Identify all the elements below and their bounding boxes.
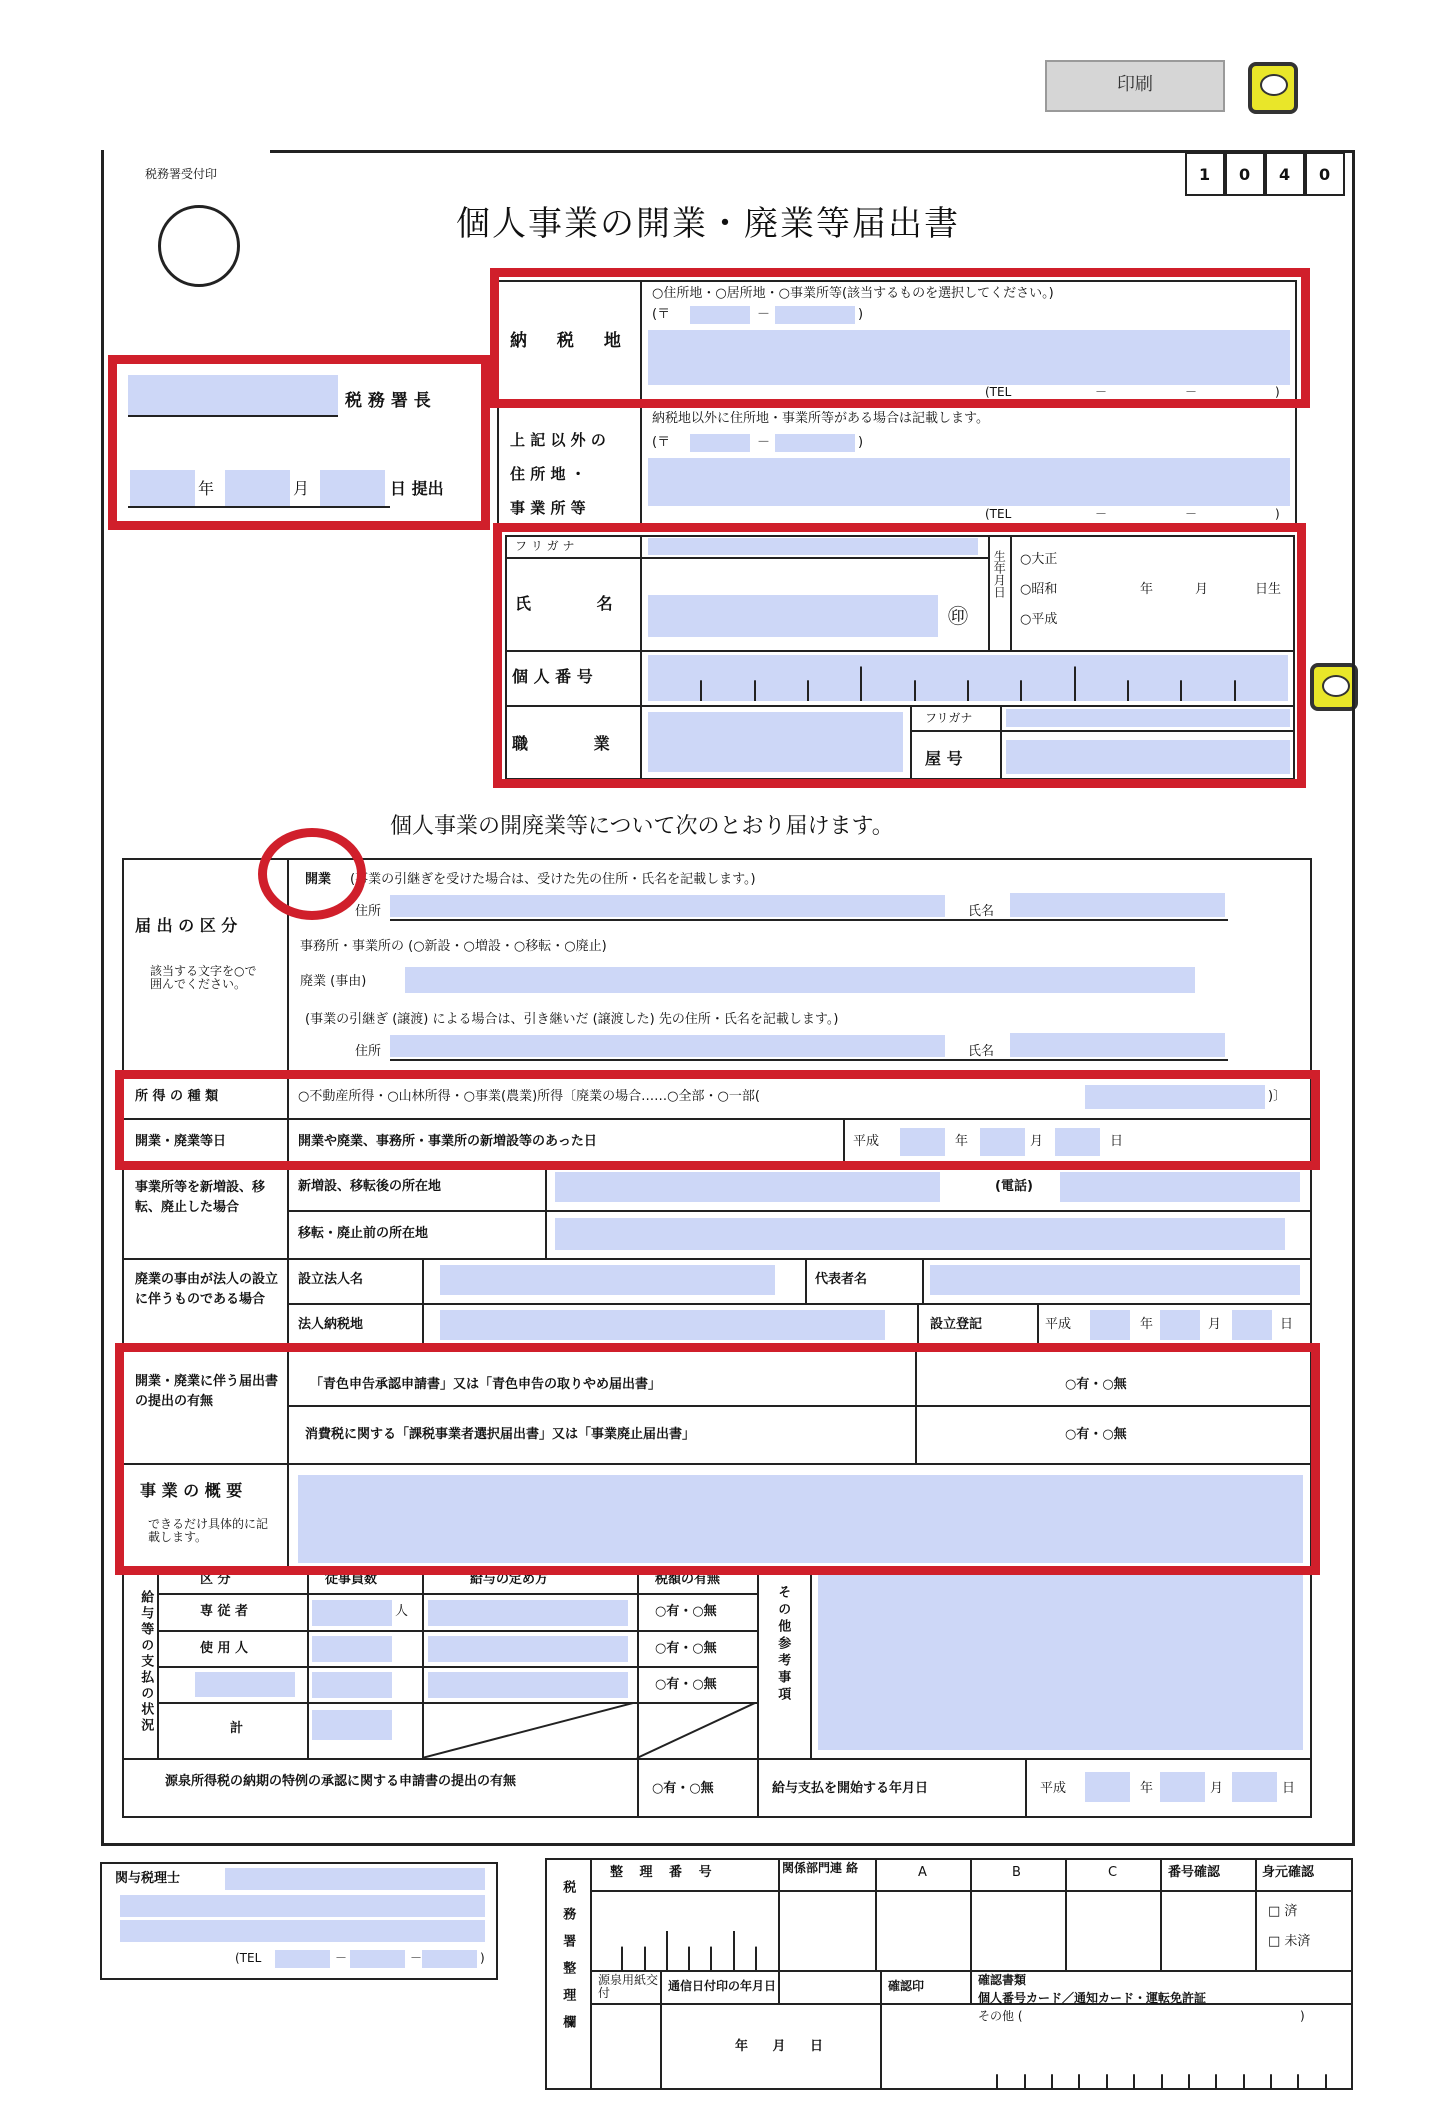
setup-day-label: 日 bbox=[1280, 1317, 1294, 1332]
kaigyo-name-input[interactable] bbox=[1010, 893, 1225, 917]
payroll-method-3[interactable] bbox=[428, 1672, 628, 1698]
preparer-line1[interactable] bbox=[225, 1868, 485, 1890]
payroll-row-total: 計 bbox=[230, 1721, 244, 1736]
other-postal-suffix: ) bbox=[858, 435, 864, 450]
handover-name-label: 氏名 bbox=[968, 1044, 995, 1059]
relocation-phone-input[interactable] bbox=[1060, 1172, 1300, 1202]
payroll-header-count: 従事員数 bbox=[325, 1572, 378, 1587]
payroll-tax-yesno-3[interactable]: ○有・○無 bbox=[655, 1677, 717, 1692]
submit-day-label: 日 提出 bbox=[390, 479, 444, 498]
office-docs-other-close: ) bbox=[1300, 2009, 1305, 2023]
office-docs-other: その他 ( bbox=[978, 2009, 1023, 2023]
other-address-label1: 上 記 以 外 の bbox=[510, 431, 606, 449]
haigyo-reason-input[interactable] bbox=[405, 967, 1195, 993]
other-phone-sep2: － bbox=[1185, 507, 1198, 521]
seal-mark: ㊞ bbox=[948, 604, 968, 628]
payroll-side-label: 給与等の支払の状況 bbox=[138, 1590, 154, 1734]
office-docs-list: 個人番号カード／通知カード・運転免許証 bbox=[978, 1991, 1207, 2005]
pay-year-input[interactable] bbox=[1085, 1772, 1130, 1802]
corporation-label: 廃業の事由が法人の設立に伴うものである場合 bbox=[135, 1272, 279, 1307]
handover-addr-label: 住所 bbox=[355, 1044, 382, 1059]
payroll-tax-yesno-1[interactable]: ○有・○無 bbox=[655, 1604, 717, 1619]
highlight-personal-info bbox=[493, 523, 1306, 788]
category-bracket-note: 該当する文字を○で囲んでください。 bbox=[150, 964, 257, 992]
other-address-label3: 事 業 所 等 bbox=[510, 499, 586, 517]
payroll-method-2[interactable] bbox=[428, 1636, 628, 1662]
relocation-old-addr-label: 移転・廃止前の所在地 bbox=[298, 1226, 429, 1241]
comment-icon-2[interactable] bbox=[1310, 663, 1358, 711]
payroll-total-diagonal bbox=[422, 1702, 757, 1758]
submit-year-label: 年 bbox=[198, 479, 215, 498]
era-heisei[interactable]: ○平成 bbox=[1020, 612, 1058, 627]
rep-input[interactable] bbox=[930, 1265, 1300, 1295]
taxplace-phone-sep2: － bbox=[1185, 385, 1198, 399]
payroll-header-tax: 税額の有無 bbox=[655, 1572, 721, 1587]
business-note: できるだけ具体的に記載します。 bbox=[148, 1517, 269, 1545]
income-close: )〕 bbox=[1268, 1089, 1287, 1104]
payroll-row-employee: 使 用 人 bbox=[200, 1641, 249, 1656]
handover-name-input[interactable] bbox=[1010, 1033, 1225, 1057]
preparer-tel1[interactable] bbox=[275, 1950, 330, 1968]
open-date-desc: 開業や廃業、事務所・事業所の新増設等のあった日 bbox=[298, 1134, 597, 1149]
trade-name-label: 屋 号 bbox=[925, 749, 963, 768]
office-header-id-check: 身元確認 bbox=[1262, 1865, 1315, 1880]
other-notes-label: その他参考事項 bbox=[775, 1585, 791, 1704]
preparer-tel-dash2: － bbox=[410, 1951, 423, 1965]
office-docs-label: 確認書類 bbox=[978, 1973, 1027, 1987]
filing-blue-yesno[interactable]: ○有・○無 bbox=[1065, 1377, 1127, 1392]
setup-year-input[interactable] bbox=[1090, 1310, 1130, 1340]
office-header-ref: 整 理 番 号 bbox=[610, 1865, 718, 1880]
category-label: 届 出 の 区 分 bbox=[135, 916, 238, 935]
highlight-office-date bbox=[108, 355, 490, 530]
office-date-ymd: 年 月 日 bbox=[735, 2039, 834, 2054]
relocation-label: 事業所等を新増設、移転、廃止した場合 bbox=[135, 1180, 266, 1215]
special-approval-yesno[interactable]: ○有・○無 bbox=[652, 1781, 714, 1796]
relocation-new-addr-label: 新増設、移転後の所在地 bbox=[298, 1179, 442, 1194]
receipt-stamp-circle bbox=[158, 205, 240, 287]
handover-note: (事業の引継ぎ (譲渡) による場合は、引き継いだ (譲渡した) 先の住所・氏名を記載します。) bbox=[305, 1012, 839, 1027]
office-use-side-label: 税務署整理欄 bbox=[560, 1880, 576, 2042]
filing-consumption-yesno[interactable]: ○有・○無 bbox=[1065, 1427, 1127, 1442]
trade-furigana-label: フリガナ bbox=[925, 711, 973, 725]
tax-office-suffix: 税 務 署 長 bbox=[345, 391, 431, 411]
birth-day-label: 日生 bbox=[1255, 582, 1282, 597]
open-year-label: 年 bbox=[955, 1134, 969, 1149]
preparer-line3[interactable] bbox=[120, 1920, 485, 1942]
pay-year-label: 年 bbox=[1140, 1781, 1154, 1796]
office-change-line: 事務所・事業所の (○新設・○増設・○移転・○廃止) bbox=[300, 939, 607, 954]
kaigyo-name-label: 氏名 bbox=[968, 904, 995, 919]
relocation-new-addr-input[interactable] bbox=[555, 1172, 940, 1202]
corp-taxplace-label: 法人納税地 bbox=[298, 1317, 364, 1332]
setup-month-label: 月 bbox=[1208, 1317, 1222, 1332]
setup-year-label: 年 bbox=[1140, 1317, 1154, 1332]
pay-day-label: 日 bbox=[1282, 1781, 1296, 1796]
other-notes-input[interactable] bbox=[818, 1575, 1303, 1750]
corp-taxplace-input[interactable] bbox=[440, 1310, 885, 1340]
preparer-tel-close: ) bbox=[480, 1951, 485, 1965]
submit-month-label: 月 bbox=[293, 479, 310, 498]
other-postal-prefix: (〒 bbox=[652, 435, 671, 450]
taxplace-label: 納 税 地 bbox=[510, 331, 633, 351]
payroll-row-family: 専 従 者 bbox=[200, 1604, 249, 1619]
era-showa[interactable]: ○昭和 bbox=[1020, 582, 1058, 597]
other-phone-suffix: ) bbox=[1275, 507, 1280, 521]
preparer-tel-prefix: (TEL bbox=[235, 1951, 262, 1965]
pay-month-label: 月 bbox=[1210, 1781, 1224, 1796]
other-address-label2: 住 所 地 ・ bbox=[510, 465, 586, 483]
preparer-tel2[interactable] bbox=[350, 1950, 405, 1968]
taxplace-phone-prefix: (TEL bbox=[985, 385, 1012, 399]
kaigyo-addr-input[interactable] bbox=[390, 895, 945, 917]
my-number-label: 個 人 番 号 bbox=[512, 667, 593, 686]
payroll-header-category: 区 分 bbox=[200, 1572, 231, 1587]
preparer-tel3[interactable] bbox=[422, 1950, 477, 1968]
filings-label: 開業・廃業に伴う届出書の提出の有無 bbox=[135, 1374, 279, 1409]
handover-addr-input[interactable] bbox=[390, 1035, 945, 1057]
other-phone-sep1: － bbox=[1095, 507, 1108, 521]
pay-month-input[interactable] bbox=[1160, 1772, 1205, 1802]
other-postal2[interactable] bbox=[775, 434, 855, 452]
setup-date-label: 設立登記 bbox=[930, 1317, 983, 1332]
taxplace-phone-suffix: ) bbox=[1275, 385, 1280, 399]
page-title: 個人事業の開業・廃業等届出書 bbox=[456, 204, 960, 244]
payroll-count-2[interactable] bbox=[312, 1636, 392, 1662]
taxplace-postal-suffix: ) bbox=[858, 307, 864, 322]
open-day-label: 日 bbox=[1110, 1134, 1124, 1149]
taxplace-postal-dash: － bbox=[757, 307, 771, 322]
payroll-header-method: 給与の定め方 bbox=[470, 1572, 549, 1587]
payroll-row3-category-input[interactable] bbox=[195, 1672, 295, 1697]
business-label: 事 業 の 概 要 bbox=[140, 1481, 243, 1500]
setup-month-input[interactable] bbox=[1160, 1310, 1200, 1340]
birth-year-label: 年 bbox=[1140, 582, 1154, 597]
office-confirm-stamp: 確認印 bbox=[888, 1979, 925, 1993]
birth-month-label: 月 bbox=[1195, 582, 1209, 597]
office-header-number-check: 番号確認 bbox=[1168, 1865, 1221, 1880]
stamp-label: 税務署受付印 bbox=[145, 167, 218, 181]
corp-name-label: 設立法人名 bbox=[298, 1272, 364, 1287]
declaration-text: 個人事業の開廃業等について次のとおり届けます。 bbox=[390, 814, 894, 839]
taxplace-postal-prefix: (〒 bbox=[652, 307, 671, 322]
kaigyo-label[interactable]: 開業 bbox=[305, 872, 332, 887]
era-taisho[interactable]: ○大正 bbox=[1020, 552, 1058, 567]
comment-icon[interactable] bbox=[1248, 62, 1298, 114]
special-approval-label: 源泉所得税の納期の特例の承認に関する申請書の提出の有無 bbox=[165, 1774, 517, 1789]
kaigyo-addr-label: 住所 bbox=[355, 904, 382, 919]
payroll-count-3[interactable] bbox=[312, 1672, 392, 1698]
occupation-label: 職 業 bbox=[512, 734, 640, 753]
other-phone-prefix: (TEL bbox=[985, 507, 1012, 521]
open-month-label: 月 bbox=[1030, 1134, 1044, 1149]
corp-name-input[interactable] bbox=[440, 1265, 775, 1295]
setup-day-input[interactable] bbox=[1232, 1310, 1272, 1340]
taxplace-phone-sep1: － bbox=[1095, 385, 1108, 399]
payroll-tax-yesno-2[interactable]: ○有・○無 bbox=[655, 1641, 717, 1656]
pay-start-label: 給与支払を開始する年月日 bbox=[772, 1781, 929, 1796]
office-comm-date: 通信日付印の年月日 bbox=[668, 1979, 777, 1993]
print-button[interactable]: 印刷 bbox=[1045, 60, 1225, 112]
preparer-label: 関与税理士 bbox=[115, 1871, 181, 1886]
highlight-income-date bbox=[115, 1070, 1320, 1170]
other-address-input[interactable] bbox=[648, 458, 1290, 506]
relocation-phone-label: (電話) bbox=[995, 1179, 1033, 1194]
open-date-era: 平成 bbox=[853, 1134, 880, 1149]
payroll-unit: 人 bbox=[395, 1604, 409, 1619]
other-address-note: 納税地以外に住所地・事業所等がある場合は記載します。 bbox=[652, 411, 989, 426]
open-date-label: 開業・廃業等日 bbox=[135, 1134, 227, 1149]
pay-day-input[interactable] bbox=[1232, 1772, 1277, 1802]
pay-start-era: 平成 bbox=[1040, 1781, 1067, 1796]
highlight-tax-place bbox=[490, 268, 1310, 408]
office-mail-label: 源泉用紙交付 bbox=[598, 1973, 659, 2001]
preparer-tel-dash1: － bbox=[335, 1951, 348, 1965]
other-postal1[interactable] bbox=[690, 434, 750, 452]
office-header-c: C bbox=[1108, 1865, 1118, 1880]
taxplace-options: ○住所地・○居所地・○事業所等(該当するものを選択してください。) bbox=[652, 286, 1054, 301]
preparer-line2[interactable] bbox=[120, 1895, 485, 1917]
furigana-label: フ リ ガ ナ bbox=[515, 539, 575, 553]
office-id-checked[interactable]: □ 済 bbox=[1268, 1904, 1298, 1919]
office-header-dept: 関係部門連 絡 bbox=[782, 1861, 859, 1875]
payroll-method-1[interactable] bbox=[428, 1600, 628, 1626]
relocation-old-addr-input[interactable] bbox=[555, 1218, 1285, 1250]
filing-blue-return: 「青色申告承認申請書」又は「青色申告の取りやめ届出書」 bbox=[310, 1377, 662, 1392]
other-postal-dash: － bbox=[757, 435, 771, 450]
highlight-filings-summary bbox=[115, 1343, 1320, 1575]
office-bottom-ticks bbox=[970, 2055, 1353, 2090]
office-id-unchecked[interactable]: □ 未済 bbox=[1268, 1934, 1311, 1949]
rep-label: 代表者名 bbox=[815, 1272, 868, 1287]
setup-era: 平成 bbox=[1045, 1317, 1072, 1332]
kaigyo-note: (事業の引継ぎを受けた場合は、受けた先の住所・氏名を記載します。) bbox=[350, 872, 756, 887]
haigyo-label: 廃業 (事由) bbox=[300, 974, 367, 989]
highlight-kaigyo bbox=[258, 828, 366, 920]
office-ref-ticks bbox=[600, 1918, 778, 1970]
payroll-count-1[interactable] bbox=[312, 1600, 392, 1626]
filing-consumption-tax: 消費税に関する「課税事業者選択届出書」又は「事業廃止届出書」 bbox=[305, 1427, 696, 1442]
office-header-b: B bbox=[1012, 1865, 1021, 1880]
income-options[interactable]: ○不動産所得・○山林所得・○事業(農業)所得〔廃業の場合……○全部・○一部( bbox=[298, 1089, 760, 1104]
office-header-a: A bbox=[918, 1865, 927, 1880]
income-label: 所 得 の 種 類 bbox=[135, 1089, 219, 1104]
payroll-count-total[interactable] bbox=[312, 1710, 392, 1740]
birth-label: 生年月日 bbox=[992, 550, 1007, 598]
name-label: 氏 名 bbox=[515, 594, 643, 613]
